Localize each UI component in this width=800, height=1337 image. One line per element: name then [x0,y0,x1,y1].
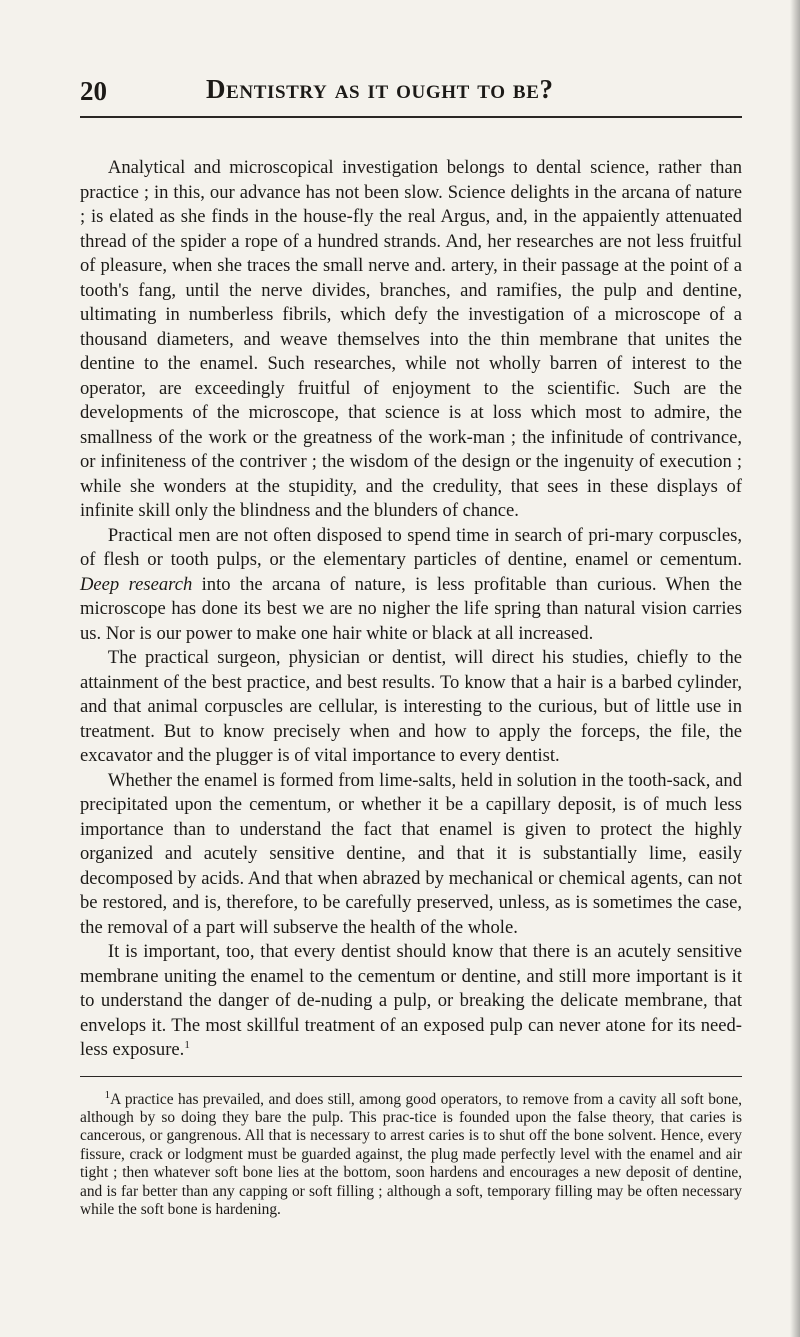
book-page [80,68,742,1235]
paragraph: Whether the enamel is formed from lime-salts, held in solution in the tooth-sack, and precipitated upon the cementum, or whether it be a capillary deposit, is of much less importance than to understand the fact that enamel is given to protect the highly organized and acutely sensitive dentine, and that it is substantially lime, easily decomposed by acids. And that when abrazed by mechanical or chemical agents, can not be restored, and is, therefore, to be carefully preserved, unless, as is sometimes the case, the removal of a part will subserve the health of the whole. [80,769,742,938]
body-text [80,156,742,1063]
paragraph: The practical surgeon, physician or dentist, will direct his studies, chiefly to the attainment of the best practice, and best results. To know that a hair is a barbed cylinder, and that animal corpuscles are cellular, is interesting to the curious, but of little use in treatment. But to know precisely when and how to apply the forceps, the file, the excavator and the plugger is of vital importance to every dentist. [80,647,742,766]
running-title: Dentistry as it ought to be? [206,74,554,104]
paragraph: Analytical and microscopical investigation belongs to dental science, rather than practice ; in this, our advance has not been slow. Science delights in the arcana of nature ; is elated as she finds in the house-fly the real Argus, and, in the appaiently attenuated thread of the spider a rope of a hundred strands. And, her researches are not less fruitful of pleasure, when she traces the small nerve and. artery, in their passage at the point of a tooth's fang, until the nerve divides, branches, and ramifies, the pulp and dentine, ultimating in numberless fibrils, which defy the investigation of a microscope of a thousand diameters, and weave themselves into the thin membrane that unites the dentine to the enamel. Such researches, while not wholly barren of interest to the operator, are exceedingly fruitful of enjoyment to the scientific. Such are the developments of the microscope, that science is at loss which most to admire, the smallness of the work or the greatness of the work-man ; the infinitude of contrivance, or infiniteness of the contriver ; the wisdom of the design or the ingenuity of execution ; while she wonders at the stupidity, and the credulity, that sees in these displays of infinite skill only the blindness and the blunders of chance. [80,157,742,521]
footnote-divider [80,1076,742,1077]
page-header [80,68,742,118]
paragraph-text: It is important, too, that every dentist should know that there is an acutely sensitive membrane uniting the enamel to the cementum or dentine, and still more important is it to understand the danger of de-nuding a pulp, or breaking the delicate membrane, that envelops it. The most skillful treatment of an exposed pulp can never atone for its need-less exposure. [80,941,742,1060]
paragraph [80,940,742,1063]
footnote-marker: 1 [104,1088,111,1101]
footnote-text: A practice has prevailed, and does still, among good operators, to remove from a cavity all soft bone, although by so doing they bare the pulp. This prac-tice is founded upon the false theory, that caries is cancerous, or gangrenous. All that is necessary to arrest caries is to shut off the bone solvent. Hence, every fissure, crack or lodgment must be guarded against, the plug made perfectly level with the enamel and air tight ; then whatever soft bone lies at the bottom, soon hardens and encourages a new deposit of dentine, and is far better than any capping or soft filling ; although a soft, temporary filling may be often necessary while the soft bone is hardening. [80,1090,742,1218]
paragraph-text: into the arcana of nature, is less profitable than curious. When the microscope has done its best we are no nigher the life spring than natural vision carries us. Nor is our power to make one hair white or black at all increased. [80,573,742,644]
page-number: 20 [80,76,107,106]
footnote-reference: 1 [184,1038,190,1051]
paragraph-text: Practical men are not often disposed to spend time in search of pri-mary corpuscles, of flesh or tooth pulps, or the elementary particles of dentine, enamel or cementum. [80,524,742,570]
page-edge-shadow [790,0,800,1337]
paragraph [80,524,742,647]
footnote [80,1088,742,1220]
emphasis-text: Deep research [80,573,193,595]
